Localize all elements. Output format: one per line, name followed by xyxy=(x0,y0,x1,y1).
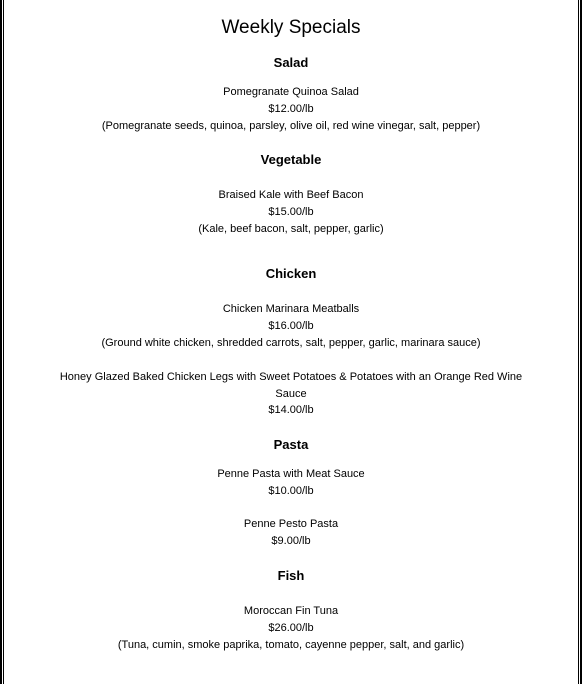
item-name: Chicken Marinara Meatballs xyxy=(222,303,360,315)
item-name-continued: Sauce xyxy=(275,388,307,400)
item-name: Pomegranate Quinoa Salad xyxy=(223,86,359,98)
item-name: Penne Pesto Pasta xyxy=(243,518,339,530)
item-ingredients: (Ground white chicken, shredded carrots, salt, pepper, garlic, marinara sauce) xyxy=(101,337,481,349)
page-title: Weekly Specials xyxy=(221,17,361,38)
section-heading-fish: Fish xyxy=(277,568,305,583)
page-border-left xyxy=(0,0,2,684)
section-heading-pasta: Pasta xyxy=(273,437,309,452)
section-heading-vegetable: Vegetable xyxy=(260,152,322,167)
item-price: $14.00/lb xyxy=(268,404,314,416)
item-price: $10.00/lb xyxy=(268,485,314,497)
item-price: $16.00/lb xyxy=(268,320,314,332)
section-heading-salad: Salad xyxy=(273,55,309,70)
item-price: $15.00/lb xyxy=(268,206,314,218)
item-name: Braised Kale with Beef Bacon xyxy=(218,189,364,201)
item-ingredients: (Tuna, cumin, smoke paprika, tomato, cayenne pepper, salt, and garlic) xyxy=(117,639,465,651)
item-price: $26.00/lb xyxy=(268,622,314,634)
item-price: $9.00/lb xyxy=(271,535,311,547)
section-heading-chicken: Chicken xyxy=(265,266,317,281)
page-border-left-inner xyxy=(3,0,4,684)
item-name: Honey Glazed Baked Chicken Legs with Sweet Potatoes & Potatoes with an Orange Red Wine xyxy=(59,371,523,383)
item-name: Penne Pasta with Meat Sauce xyxy=(217,468,365,480)
item-name: Moroccan Fin Tuna xyxy=(243,605,339,617)
item-ingredients: (Kale, beef bacon, salt, pepper, garlic) xyxy=(198,223,384,235)
item-ingredients: (Pomegranate seeds, quinoa, parsley, olive oil, red wine vinegar, salt, pepper) xyxy=(101,120,481,132)
item-price: $12.00/lb xyxy=(268,103,314,115)
page-border-right-inner xyxy=(578,0,579,684)
